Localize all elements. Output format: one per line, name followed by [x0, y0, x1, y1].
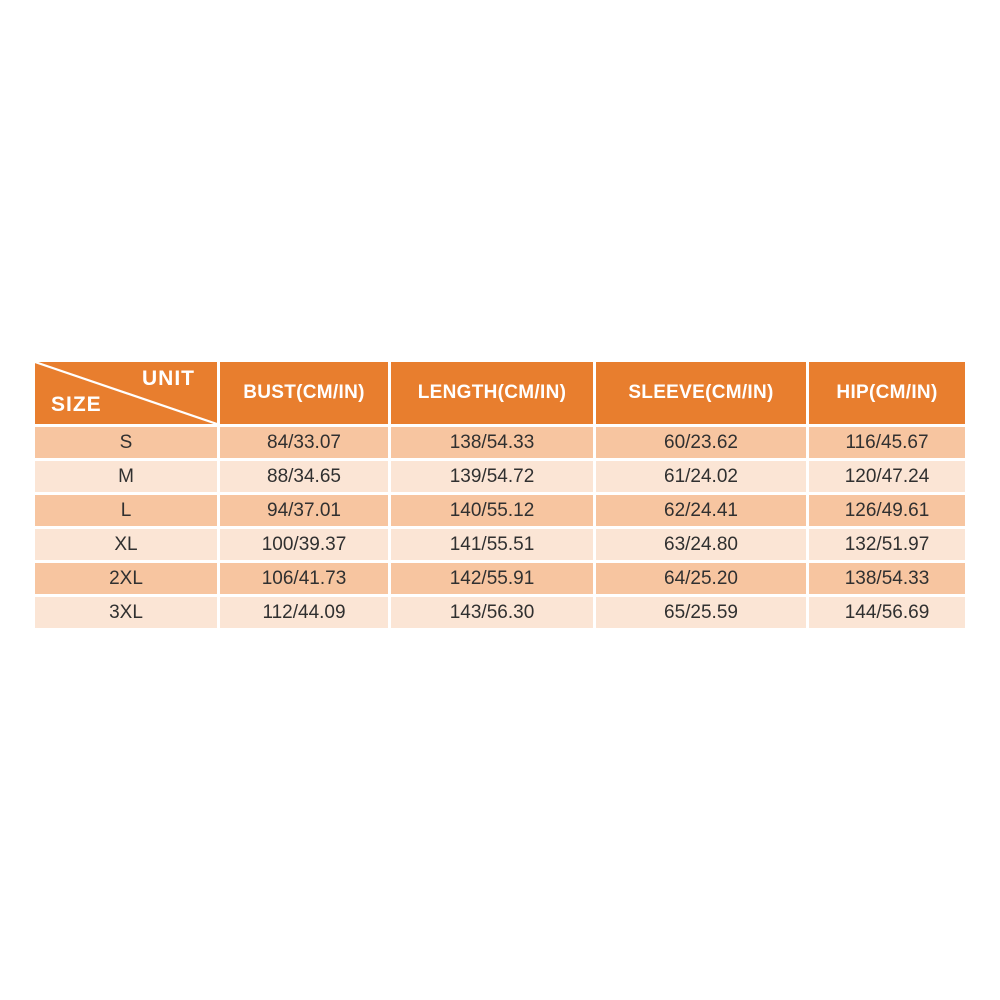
bust-cell: 88/34.65: [220, 461, 388, 492]
size-cell: L: [35, 495, 217, 526]
column-header-sleeve: SLEEVE(CM/IN): [596, 362, 806, 424]
sleeve-cell: 60/23.62: [596, 427, 806, 458]
table-row: [35, 427, 965, 458]
size-cell: M: [35, 461, 217, 492]
column-header-length: LENGTH(CM/IN): [391, 362, 593, 424]
corner-size-label: SIZE: [51, 393, 102, 416]
hip-cell: 120/47.24: [809, 461, 965, 492]
bust-cell: 106/41.73: [220, 563, 388, 594]
size-cell: 3XL: [35, 597, 217, 628]
hip-cell: 132/51.97: [809, 529, 965, 560]
size-chart-table: [32, 359, 968, 631]
table-row: [35, 461, 965, 492]
sleeve-cell: 63/24.80: [596, 529, 806, 560]
sleeve-cell: 61/24.02: [596, 461, 806, 492]
table-row: [35, 529, 965, 560]
table-row: [35, 597, 965, 628]
sleeve-cell: 65/25.59: [596, 597, 806, 628]
hip-cell: 138/54.33: [809, 563, 965, 594]
column-header-bust: BUST(CM/IN): [220, 362, 388, 424]
header-row: [35, 362, 965, 424]
table-row: [35, 495, 965, 526]
length-cell: 141/55.51: [391, 529, 593, 560]
hip-cell: 144/56.69: [809, 597, 965, 628]
length-cell: 142/55.91: [391, 563, 593, 594]
bust-cell: 94/37.01: [220, 495, 388, 526]
sleeve-cell: 64/25.20: [596, 563, 806, 594]
size-cell: S: [35, 427, 217, 458]
size-chart-header: [35, 362, 965, 424]
corner-unit-label: UNIT: [142, 367, 195, 390]
size-cell: 2XL: [35, 563, 217, 594]
hip-cell: 126/49.61: [809, 495, 965, 526]
column-header-hip: HIP(CM/IN): [809, 362, 965, 424]
table-row: [35, 563, 965, 594]
size-chart-body: [35, 427, 965, 628]
length-cell: 138/54.33: [391, 427, 593, 458]
bust-cell: 84/33.07: [220, 427, 388, 458]
length-cell: 140/55.12: [391, 495, 593, 526]
length-cell: 143/56.30: [391, 597, 593, 628]
bust-cell: 112/44.09: [220, 597, 388, 628]
corner-cell: [35, 362, 217, 424]
length-cell: 139/54.72: [391, 461, 593, 492]
size-cell: XL: [35, 529, 217, 560]
sleeve-cell: 62/24.41: [596, 495, 806, 526]
size-chart: [32, 359, 968, 631]
bust-cell: 100/39.37: [220, 529, 388, 560]
hip-cell: 116/45.67: [809, 427, 965, 458]
